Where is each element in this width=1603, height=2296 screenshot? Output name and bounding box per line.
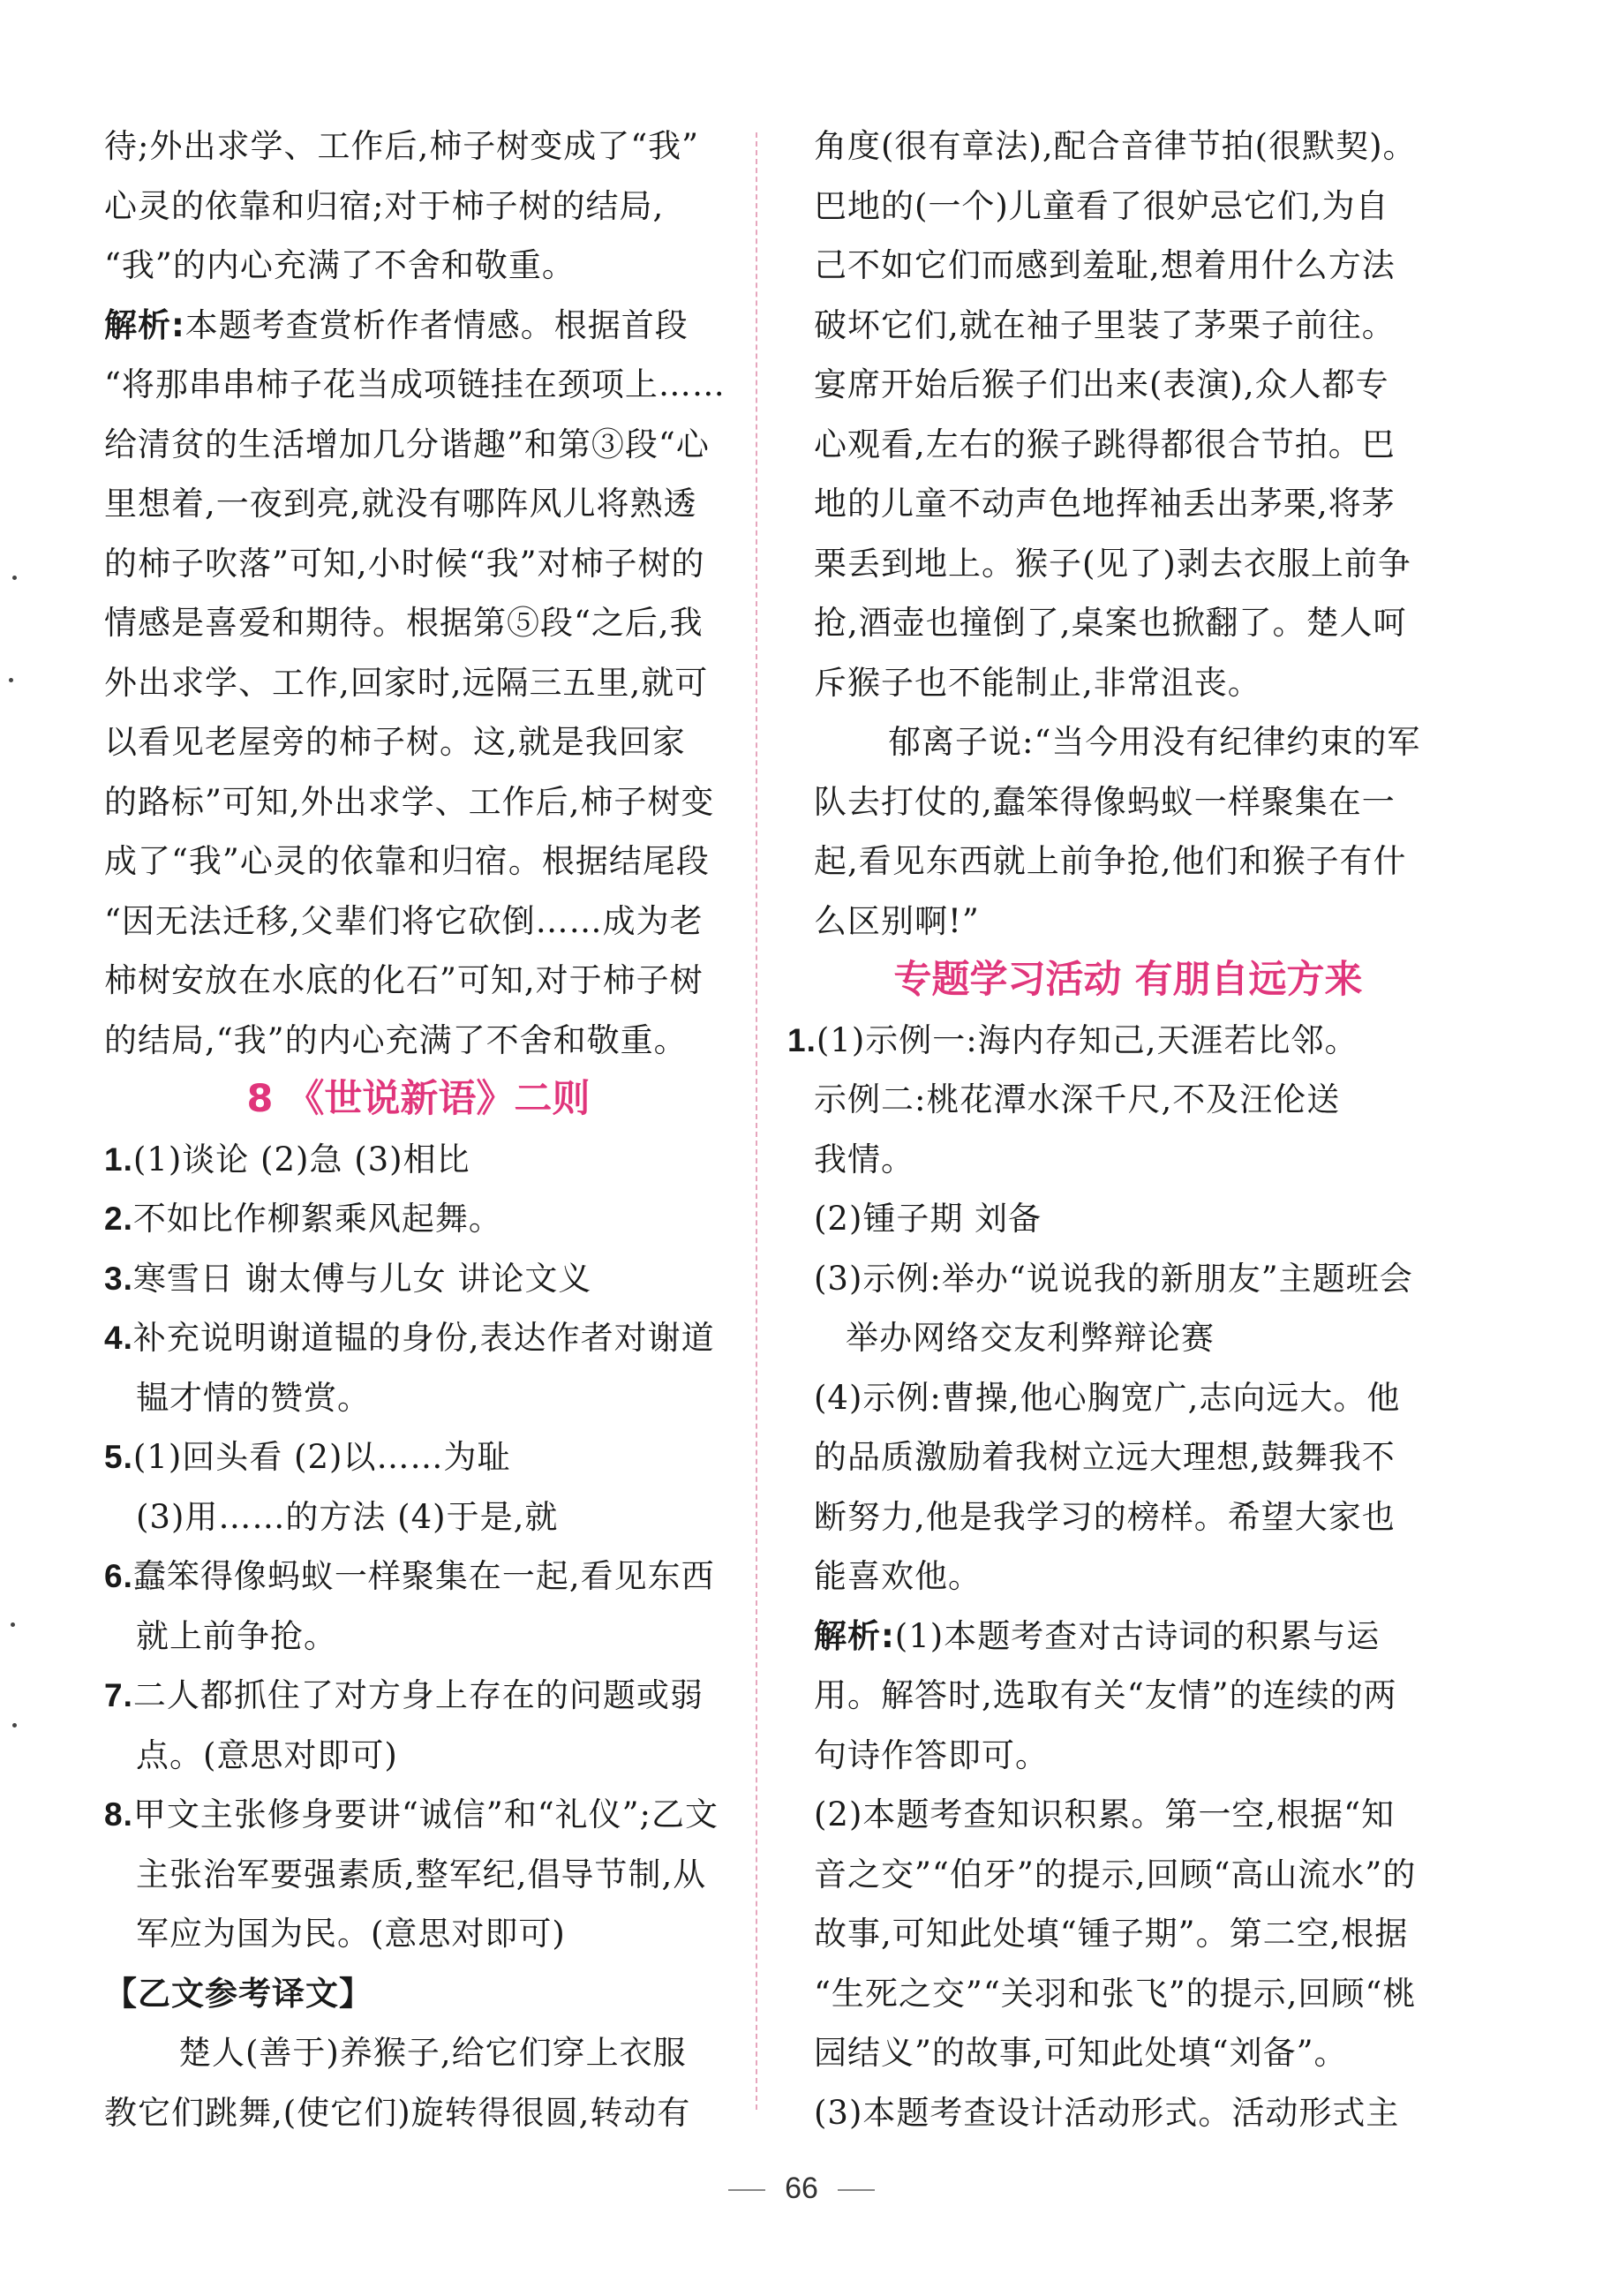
answer-item: 2.不如比作柳絮乘风起舞。 [104, 1200, 502, 1238]
scan-speck [12, 1723, 17, 1728]
analysis-label: 解析: [814, 1616, 895, 1655]
right-column [787, 117, 1442, 2142]
text-line: 心灵的依靠和归宿;对于柿子树的结局, [104, 186, 665, 225]
section-title: 8 《世说新语》二则 [246, 1077, 591, 1121]
text-line: 的结局,“我”的内心充满了不舍和敬重。 [104, 1020, 688, 1059]
translation-line: 郁离子说:“当今用没有纪律约束的军 [888, 723, 1421, 761]
page-number-dash [728, 2189, 765, 2191]
analysis-line: 故事,可知此处填“锺子期”。第二空,根据 [814, 1915, 1409, 1953]
text-line: 外出求学、工作,回家时,远隔三五里,就可 [104, 663, 709, 702]
analysis-line: 用。解答时,选取有关“友情”的连续的两 [814, 1676, 1397, 1714]
answer-continuation: 主张治军要强素质,整军纪,倡导节制,从 [136, 1855, 707, 1893]
column-divider [756, 132, 757, 2110]
answer-line: (2)锺子期 刘备 [814, 1200, 1042, 1238]
answer-continuation: 点。(意思对即可) [136, 1735, 398, 1774]
analysis-line: (2)本题考查知识积累。第一空,根据“知 [814, 1795, 1396, 1833]
answer-line: (4)示例:曹操,他心胸宽广,志向远大。他 [814, 1378, 1401, 1417]
answer-item: 7.二人都抓住了对方身上存在的问题或弱 [104, 1676, 704, 1714]
text-line: “将那串串柿子花当成项链挂在颈项上…… [104, 365, 726, 403]
translation-title: 【乙文参考译文】 [104, 1974, 373, 2013]
section-title: 专题学习活动 有朋自远方来 [893, 958, 1363, 1002]
answer-line: 断努力,他是我学习的榜样。希望大家也 [814, 1497, 1396, 1536]
page-number-dash [838, 2189, 875, 2191]
answer-item: 5.(1)回头看 (2)以……为耻 [104, 1438, 511, 1476]
text-line: 的路标”可知,外出求学、工作后,柿子树变 [104, 782, 715, 821]
translation-line: 起,看见东西就上前争抢,他们和猴子有什 [814, 842, 1407, 880]
answer-continuation: 就上前争抢。 [136, 1616, 337, 1655]
answer-line: 举办网络交友利弊辩论赛 [846, 1319, 1215, 1357]
translation-line: 抢,酒壶也撞倒了,桌案也掀翻了。楚人呵 [814, 604, 1407, 642]
translation-line: 栗丢到地上。猴子(见了)剥去衣服上前争 [814, 544, 1411, 583]
analysis-line: (3)本题考查设计活动形式。活动形式主 [814, 2093, 1400, 2132]
text-line: 待;外出求学、工作后,柿子树变成了“我” [104, 127, 700, 165]
answer-item: 6.蠢笨得像蚂蚁一样聚集在一起,看见东西 [104, 1557, 715, 1595]
analysis-line: 解析:(1)本题考查对古诗词的积累与运 [814, 1616, 1381, 1655]
answer-item: 3.寒雪日 谢太傅与儿女 讲论文义 [104, 1259, 592, 1298]
text-line: “因无法迁移,父辈们将它砍倒……成为老 [104, 901, 704, 940]
translation-line: 心观看,左右的猴子跳得都很合节拍。巴 [814, 425, 1396, 463]
text-line: 的柿子吹落”可知,小时候“我”对柿子树的 [104, 544, 705, 583]
answer-continuation: 韫才情的赞赏。 [136, 1378, 371, 1417]
text-line: 成了“我”心灵的依靠和归宿。根据结尾段 [104, 842, 710, 880]
translation-line: 么区别啊!” [814, 901, 980, 940]
answer-item: 1.(1)示例一:海内存知己,天涯若比邻。 [787, 1020, 1358, 1059]
text-line: “我”的内心充满了不舍和敬重。 [104, 246, 576, 284]
scan-speck [9, 678, 13, 682]
translation-line: 教它们跳舞,(使它们)旋转得很圆,转动有 [104, 2093, 691, 2132]
answer-continuation: (3)用……的方法 (4)于是,就 [136, 1497, 559, 1536]
text-line: 柿树安放在水底的化石”可知,对于柿子树 [104, 961, 704, 999]
translation-line: 队去打仗的,蠢笨得像蚂蚁一样聚集在一 [814, 782, 1396, 821]
translation-line: 巴地的(一个)儿童看了很妒忌它们,为自 [814, 186, 1389, 225]
translation-line: 斥猴子也不能制止,非常沮丧。 [814, 663, 1261, 702]
translation-line: 宴席开始后猴子们出来(表演),众人都专 [814, 365, 1389, 403]
scan-speck [12, 576, 17, 580]
answer-line: 的品质激励着我树立远大理想,鼓舞我不 [814, 1438, 1396, 1476]
left-column [104, 117, 733, 2142]
answer-item: 1.(1)谈论 (2)急 (3)相比 [104, 1140, 470, 1178]
analysis-line: 解析:本题考查赏析作者情感。根据首段 [104, 305, 689, 344]
answer-line: 示例二:桃花潭水深千尺,不及汪伦送 [814, 1080, 1341, 1118]
answer-item: 4.补充说明谢道韫的身份,表达作者对谢道 [104, 1319, 715, 1357]
translation-line: 破坏它们,就在袖子里装了茅栗子前往。 [814, 305, 1396, 344]
translation-line: 己不如它们而感到羞耻,想着用什么方法 [814, 246, 1396, 284]
scan-speck [11, 1622, 15, 1627]
answer-item: 8.甲文主张修身要讲“诚信”和“礼仪”;乙文 [104, 1795, 719, 1833]
text-line: 给清贫的生活增加几分谐趣”和第③段“心 [104, 425, 710, 463]
answer-continuation: 军应为国为民。(意思对即可) [136, 1915, 566, 1953]
analysis-line: 句诗作答即可。 [814, 1735, 1049, 1774]
page-number: 66 [0, 2172, 1603, 2206]
analysis-label: 解析: [104, 305, 185, 344]
analysis-line: 园结义”的故事,可知此处填“刘备”。 [814, 2034, 1348, 2072]
analysis-line: “生死之交”“关羽和张飞”的提示,回顾“桃 [814, 1974, 1417, 2013]
text-line: 情感是喜爱和期待。根据第⑤段“之后,我 [104, 604, 704, 642]
answer-line: (3)示例:举办“说说我的新朋友”主题班会 [814, 1259, 1413, 1298]
answer-line: 能喜欢他。 [814, 1557, 982, 1595]
analysis-line: 音之交”“伯牙”的提示,回顾“高山流水”的 [814, 1855, 1417, 1893]
text-line: 里想着,一夜到亮,就没有哪阵风儿将熟透 [104, 485, 697, 523]
translation-line: 角度(很有章法),配合音律节拍(很默契)。 [814, 127, 1417, 165]
answer-line: 我情。 [814, 1140, 914, 1178]
translation-line: 楚人(善于)养猴子,给它们穿上衣服 [178, 2034, 687, 2072]
translation-line: 地的儿童不动声色地挥袖丢出茅栗,将茅 [814, 485, 1396, 523]
text-line: 以看见老屋旁的柿子树。这,就是我回家 [104, 723, 686, 761]
